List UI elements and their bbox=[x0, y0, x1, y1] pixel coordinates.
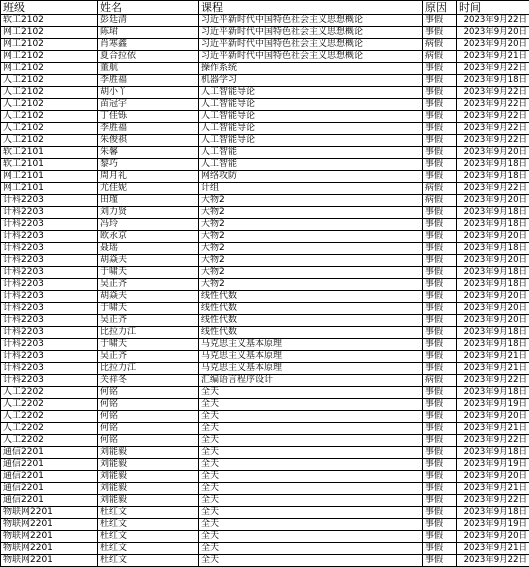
cell-class: 人工2102 bbox=[1, 135, 98, 147]
cell-course: 习近平新时代中国特色社会主义思想概论 bbox=[199, 15, 423, 27]
cell-class: 计科2203 bbox=[1, 291, 98, 303]
cell-course: 人工智能导论 bbox=[199, 111, 423, 123]
cell-course: 大物2 bbox=[199, 279, 423, 291]
cell-reason: 事假 bbox=[423, 255, 457, 267]
cell-course: 人工智能导论 bbox=[199, 87, 423, 99]
cell-reason: 病假 bbox=[423, 39, 457, 51]
cell-class: 计科2203 bbox=[1, 315, 98, 327]
cell-class: 人工2202 bbox=[1, 423, 98, 435]
table-row bbox=[1, 219, 529, 231]
table-row bbox=[1, 327, 529, 339]
cell-class: 计科2203 bbox=[1, 279, 98, 291]
table-row bbox=[1, 207, 529, 219]
cell-class: 计科2203 bbox=[1, 255, 98, 267]
cell-class: 软工2102 bbox=[1, 15, 98, 27]
cell-reason: 事假 bbox=[423, 303, 457, 315]
cell-time: 2023年9月20日 bbox=[457, 27, 529, 39]
cell-reason: 事假 bbox=[423, 411, 457, 423]
table-row bbox=[1, 75, 529, 87]
cell-course: 人工智能 bbox=[199, 147, 423, 159]
table-row bbox=[1, 543, 529, 555]
cell-reason: 事假 bbox=[423, 87, 457, 99]
cell-reason: 事假 bbox=[423, 471, 457, 483]
cell-class: 计科2203 bbox=[1, 207, 98, 219]
cell-course: 线性代数 bbox=[199, 327, 423, 339]
cell-name: 于啸天 bbox=[98, 339, 199, 351]
cell-reason: 事假 bbox=[423, 267, 457, 279]
table-row bbox=[1, 411, 529, 423]
cell-course: 全天 bbox=[199, 555, 423, 567]
cell-class: 物联网2201 bbox=[1, 555, 98, 567]
cell-time: 2023年9月20日 bbox=[457, 231, 529, 243]
cell-time: 2023年9月21日 bbox=[457, 351, 529, 363]
table-row bbox=[1, 27, 529, 39]
cell-name: 杜红文 bbox=[98, 531, 199, 543]
header-row bbox=[1, 1, 529, 15]
table-row bbox=[1, 303, 529, 315]
cell-time: 2023年9月18日 bbox=[457, 387, 529, 399]
cell-class: 人工2102 bbox=[1, 75, 98, 87]
cell-reason: 事假 bbox=[423, 111, 457, 123]
cell-time: 2023年9月20日 bbox=[457, 411, 529, 423]
cell-reason: 病假 bbox=[423, 51, 457, 63]
cell-course: 马克思主义基本原理 bbox=[199, 363, 423, 375]
cell-reason: 事假 bbox=[423, 423, 457, 435]
cell-name: 李胜福 bbox=[98, 123, 199, 135]
cell-class: 软工2101 bbox=[1, 159, 98, 171]
cell-reason: 事假 bbox=[423, 99, 457, 111]
cell-name: 尤佳妮 bbox=[98, 183, 199, 195]
table-row bbox=[1, 387, 529, 399]
cell-course: 习近平新时代中国特色社会主义思想概论 bbox=[199, 27, 423, 39]
cell-class: 通信2201 bbox=[1, 483, 98, 495]
cell-name: 田瑾 bbox=[98, 195, 199, 207]
cell-name: 于啸天 bbox=[98, 303, 199, 315]
cell-name: 丁佳铄 bbox=[98, 111, 199, 123]
table-row bbox=[1, 447, 529, 459]
cell-class: 人工2102 bbox=[1, 123, 98, 135]
table-row bbox=[1, 51, 529, 63]
cell-course: 全天 bbox=[199, 483, 423, 495]
cell-class: 物联网2201 bbox=[1, 543, 98, 555]
cell-class: 通信2201 bbox=[1, 447, 98, 459]
cell-name: 于啸天 bbox=[98, 267, 199, 279]
cell-class: 网工2102 bbox=[1, 63, 98, 75]
cell-time: 2023年9月18日 bbox=[457, 207, 529, 219]
cell-time: 2023年9月20日 bbox=[457, 315, 529, 327]
cell-time: 2023年9月19日 bbox=[457, 519, 529, 531]
cell-time: 2023年9月18日 bbox=[457, 243, 529, 255]
cell-reason: 事假 bbox=[423, 435, 457, 447]
cell-course: 全天 bbox=[199, 399, 423, 411]
cell-reason: 事假 bbox=[423, 159, 457, 171]
cell-time: 2023年9月20日 bbox=[457, 531, 529, 543]
cell-course: 线性代数 bbox=[199, 291, 423, 303]
cell-reason: 事假 bbox=[423, 363, 457, 375]
cell-reason: 事假 bbox=[423, 483, 457, 495]
cell-name: 聂瑶 bbox=[98, 243, 199, 255]
cell-course: 计组 bbox=[199, 183, 423, 195]
cell-name: 何铭 bbox=[98, 399, 199, 411]
table-row bbox=[1, 531, 529, 543]
cell-class: 人工2102 bbox=[1, 87, 98, 99]
cell-name: 冯玲 bbox=[98, 219, 199, 231]
cell-class: 计科2203 bbox=[1, 219, 98, 231]
cell-name: 陈珺 bbox=[98, 27, 199, 39]
table-row bbox=[1, 39, 529, 51]
cell-name: 何铭 bbox=[98, 435, 199, 447]
cell-reason: 事假 bbox=[423, 543, 457, 555]
cell-time: 2023年9月20日 bbox=[457, 303, 529, 315]
cell-course: 全天 bbox=[199, 387, 423, 399]
table-row bbox=[1, 291, 529, 303]
cell-time: 2023年9月18日 bbox=[457, 327, 529, 339]
cell-course: 全天 bbox=[199, 447, 423, 459]
cell-time: 2023年9月21日 bbox=[457, 363, 529, 375]
cell-name: 杜红文 bbox=[98, 543, 199, 555]
table-row bbox=[1, 363, 529, 375]
cell-class: 通信2201 bbox=[1, 471, 98, 483]
table-row bbox=[1, 135, 529, 147]
cell-time: 2023年9月18日 bbox=[457, 159, 529, 171]
table-row bbox=[1, 15, 529, 27]
cell-name: 董航 bbox=[98, 63, 199, 75]
cell-course: 全天 bbox=[199, 435, 423, 447]
cell-class: 计科2203 bbox=[1, 363, 98, 375]
cell-course: 大物2 bbox=[199, 231, 423, 243]
cell-class: 网工2102 bbox=[1, 27, 98, 39]
cell-class: 网工2102 bbox=[1, 51, 98, 63]
table-row bbox=[1, 243, 529, 255]
cell-class: 物联网2201 bbox=[1, 507, 98, 519]
cell-reason: 事假 bbox=[423, 135, 457, 147]
header-course: 课程 bbox=[199, 1, 423, 15]
cell-course: 线性代数 bbox=[199, 315, 423, 327]
cell-course: 人工智能导论 bbox=[199, 99, 423, 111]
cell-name: 肖寒鑫 bbox=[98, 39, 199, 51]
table-body bbox=[1, 15, 529, 567]
cell-class: 通信2201 bbox=[1, 459, 98, 471]
cell-course: 人工智能 bbox=[199, 159, 423, 171]
cell-time: 2023年9月20日 bbox=[457, 147, 529, 159]
header-reason: 原因 bbox=[423, 1, 457, 15]
cell-name: 何铭 bbox=[98, 411, 199, 423]
cell-reason: 事假 bbox=[423, 207, 457, 219]
cell-name: 刘能毅 bbox=[98, 447, 199, 459]
cell-course: 机器学习 bbox=[199, 75, 423, 87]
cell-time: 2023年9月22日 bbox=[457, 555, 529, 567]
cell-class: 物联网2201 bbox=[1, 531, 98, 543]
cell-class: 人工2102 bbox=[1, 111, 98, 123]
cell-reason: 事假 bbox=[423, 75, 457, 87]
cell-course: 线性代数 bbox=[199, 303, 423, 315]
cell-reason: 事假 bbox=[423, 63, 457, 75]
cell-class: 网工2101 bbox=[1, 171, 98, 183]
cell-name: 吴正齐 bbox=[98, 279, 199, 291]
cell-course: 全天 bbox=[199, 471, 423, 483]
cell-course: 全天 bbox=[199, 531, 423, 543]
cell-time: 2023年9月18日 bbox=[457, 171, 529, 183]
cell-course: 全天 bbox=[199, 495, 423, 507]
table-row bbox=[1, 375, 529, 387]
cell-reason: 事假 bbox=[423, 147, 457, 159]
table-row bbox=[1, 351, 529, 363]
cell-reason: 病假 bbox=[423, 183, 457, 195]
cell-reason: 病假 bbox=[423, 195, 457, 207]
cell-course: 全天 bbox=[199, 411, 423, 423]
cell-time: 2023年9月22日 bbox=[457, 435, 529, 447]
table-row bbox=[1, 267, 529, 279]
cell-time: 2023年9月20日 bbox=[457, 471, 529, 483]
cell-class: 计科2203 bbox=[1, 267, 98, 279]
cell-reason: 事假 bbox=[423, 531, 457, 543]
cell-class: 计科2203 bbox=[1, 195, 98, 207]
cell-course: 全天 bbox=[199, 423, 423, 435]
cell-course: 人工智能导论 bbox=[199, 135, 423, 147]
cell-time: 2023年9月22日 bbox=[457, 123, 529, 135]
cell-name: 刘能毅 bbox=[98, 483, 199, 495]
table-row bbox=[1, 99, 529, 111]
table-row bbox=[1, 171, 529, 183]
cell-time: 2023年9月18日 bbox=[457, 339, 529, 351]
table-row bbox=[1, 555, 529, 567]
cell-class: 网工2101 bbox=[1, 183, 98, 195]
cell-reason: 事假 bbox=[423, 15, 457, 27]
table-row bbox=[1, 63, 529, 75]
cell-class: 人工2202 bbox=[1, 411, 98, 423]
cell-reason: 事假 bbox=[423, 555, 457, 567]
table-row bbox=[1, 87, 529, 99]
cell-time: 2023年9月20日 bbox=[457, 255, 529, 267]
cell-reason: 事假 bbox=[423, 339, 457, 351]
cell-class: 计科2203 bbox=[1, 243, 98, 255]
cell-name: 刘能毅 bbox=[98, 495, 199, 507]
table-row bbox=[1, 339, 529, 351]
cell-reason: 事假 bbox=[423, 459, 457, 471]
cell-course: 大物2 bbox=[199, 207, 423, 219]
cell-class: 计科2203 bbox=[1, 327, 98, 339]
cell-time: 2023年9月21日 bbox=[457, 51, 529, 63]
cell-time: 2023年9月22日 bbox=[457, 99, 529, 111]
cell-course: 马克思主义基本原理 bbox=[199, 351, 423, 363]
cell-time: 2023年9月22日 bbox=[457, 183, 529, 195]
table-row bbox=[1, 423, 529, 435]
table-row bbox=[1, 459, 529, 471]
cell-name: 李胜福 bbox=[98, 75, 199, 87]
cell-class: 物联网2201 bbox=[1, 519, 98, 531]
table-row bbox=[1, 255, 529, 267]
cell-course: 大物2 bbox=[199, 243, 423, 255]
cell-name: 杜红文 bbox=[98, 555, 199, 567]
cell-class: 计科2203 bbox=[1, 351, 98, 363]
cell-name: 比拉力江 bbox=[98, 363, 199, 375]
cell-time: 2023年9月22日 bbox=[457, 375, 529, 387]
cell-time: 2023年9月21日 bbox=[457, 423, 529, 435]
cell-name: 吴正齐 bbox=[98, 315, 199, 327]
cell-course: 大物2 bbox=[199, 255, 423, 267]
cell-course: 操作系统 bbox=[199, 63, 423, 75]
cell-reason: 事假 bbox=[423, 327, 457, 339]
table-row bbox=[1, 471, 529, 483]
cell-time: 2023年9月18日 bbox=[457, 75, 529, 87]
cell-name: 关祥冬 bbox=[98, 375, 199, 387]
table-row bbox=[1, 483, 529, 495]
cell-course: 网络攻防 bbox=[199, 171, 423, 183]
cell-time: 2023年9月18日 bbox=[457, 267, 529, 279]
cell-name: 夏合拉依 bbox=[98, 51, 199, 63]
cell-class: 计科2203 bbox=[1, 303, 98, 315]
cell-name: 胡小丫 bbox=[98, 87, 199, 99]
cell-course: 全天 bbox=[199, 519, 423, 531]
cell-course: 大物2 bbox=[199, 219, 423, 231]
cell-time: 2023年9月18日 bbox=[457, 219, 529, 231]
cell-time: 2023年9月20日 bbox=[457, 291, 529, 303]
cell-reason: 事假 bbox=[423, 399, 457, 411]
table-row bbox=[1, 495, 529, 507]
cell-course: 马克思主义基本原理 bbox=[199, 339, 423, 351]
cell-class: 计科2203 bbox=[1, 339, 98, 351]
cell-reason: 事假 bbox=[423, 495, 457, 507]
cell-time: 2023年9月22日 bbox=[457, 63, 529, 75]
cell-name: 周月礼 bbox=[98, 171, 199, 183]
cell-class: 软工2101 bbox=[1, 147, 98, 159]
table-row bbox=[1, 159, 529, 171]
cell-reason: 事假 bbox=[423, 387, 457, 399]
cell-reason: 事假 bbox=[423, 279, 457, 291]
table-row bbox=[1, 435, 529, 447]
table-row bbox=[1, 183, 529, 195]
cell-reason: 事假 bbox=[423, 291, 457, 303]
cell-course: 全天 bbox=[199, 459, 423, 471]
cell-name: 彭廷清 bbox=[98, 15, 199, 27]
header-name: 姓名 bbox=[98, 1, 199, 15]
cell-reason: 事假 bbox=[423, 27, 457, 39]
cell-name: 欧永京 bbox=[98, 231, 199, 243]
table-row bbox=[1, 399, 529, 411]
cell-reason: 事假 bbox=[423, 123, 457, 135]
cell-name: 胡焱夫 bbox=[98, 255, 199, 267]
cell-reason: 事假 bbox=[423, 351, 457, 363]
table-row bbox=[1, 147, 529, 159]
cell-name: 杜红文 bbox=[98, 507, 199, 519]
cell-course: 大物2 bbox=[199, 267, 423, 279]
cell-time: 2023年9月21日 bbox=[457, 483, 529, 495]
cell-reason: 事假 bbox=[423, 231, 457, 243]
cell-name: 吴正齐 bbox=[98, 351, 199, 363]
cell-name: 刘能毅 bbox=[98, 459, 199, 471]
cell-class: 通信2201 bbox=[1, 495, 98, 507]
cell-reason: 事假 bbox=[423, 507, 457, 519]
cell-class: 人工2202 bbox=[1, 387, 98, 399]
table-row bbox=[1, 279, 529, 291]
cell-reason: 事假 bbox=[423, 219, 457, 231]
cell-course: 习近平新时代中国特色社会主义思想概论 bbox=[199, 39, 423, 51]
cell-course: 全天 bbox=[199, 507, 423, 519]
cell-name: 何铭 bbox=[98, 423, 199, 435]
cell-reason: 事假 bbox=[423, 519, 457, 531]
cell-name: 何铭 bbox=[98, 387, 199, 399]
cell-time: 2023年9月19日 bbox=[457, 459, 529, 471]
cell-reason: 事假 bbox=[423, 243, 457, 255]
cell-name: 朱俊祺 bbox=[98, 135, 199, 147]
cell-time: 2023年9月22日 bbox=[457, 111, 529, 123]
cell-name: 黎巧 bbox=[98, 159, 199, 171]
table-row bbox=[1, 519, 529, 531]
cell-reason: 事假 bbox=[423, 171, 457, 183]
table-row bbox=[1, 315, 529, 327]
cell-course: 汇编语言程序设计 bbox=[199, 375, 423, 387]
cell-class: 人工2102 bbox=[1, 99, 98, 111]
table-row bbox=[1, 231, 529, 243]
cell-time: 2023年9月20日 bbox=[457, 195, 529, 207]
cell-class: 人工2202 bbox=[1, 435, 98, 447]
cell-name: 刘力贤 bbox=[98, 207, 199, 219]
cell-time: 2023年9月22日 bbox=[457, 495, 529, 507]
cell-course: 全天 bbox=[199, 543, 423, 555]
header-class: 班级 bbox=[1, 1, 98, 15]
cell-course: 习近平新时代中国特色社会主义思想概论 bbox=[199, 51, 423, 63]
table-row bbox=[1, 123, 529, 135]
cell-time: 2023年9月18日 bbox=[457, 507, 529, 519]
cell-course: 人工智能导论 bbox=[199, 123, 423, 135]
cell-reason: 病假 bbox=[423, 375, 457, 387]
table-row bbox=[1, 111, 529, 123]
cell-class: 人工2202 bbox=[1, 399, 98, 411]
header-time: 时间 bbox=[457, 1, 529, 15]
cell-time: 2023年9月18日 bbox=[457, 447, 529, 459]
cell-time: 2023年9月21日 bbox=[457, 543, 529, 555]
cell-name: 杜红文 bbox=[98, 519, 199, 531]
cell-reason: 事假 bbox=[423, 447, 457, 459]
cell-name: 苗冠宇 bbox=[98, 99, 199, 111]
cell-time: 2023年9月18日 bbox=[457, 279, 529, 291]
cell-reason: 事假 bbox=[423, 315, 457, 327]
cell-class: 计科2203 bbox=[1, 231, 98, 243]
table-row bbox=[1, 195, 529, 207]
cell-name: 胡焱夫 bbox=[98, 291, 199, 303]
table-row bbox=[1, 507, 529, 519]
cell-time: 2023年9月22日 bbox=[457, 135, 529, 147]
cell-course: 大物2 bbox=[199, 195, 423, 207]
cell-class: 网工2102 bbox=[1, 39, 98, 51]
cell-class: 计科2203 bbox=[1, 375, 98, 387]
cell-time: 2023年9月22日 bbox=[457, 87, 529, 99]
cell-name: 朱馨 bbox=[98, 147, 199, 159]
cell-name: 刘能毅 bbox=[98, 471, 199, 483]
cell-name: 比拉力江 bbox=[98, 327, 199, 339]
cell-time: 2023年9月20日 bbox=[457, 39, 529, 51]
cell-time: 2023年9月19日 bbox=[457, 399, 529, 411]
cell-time: 2023年9月22日 bbox=[457, 15, 529, 27]
